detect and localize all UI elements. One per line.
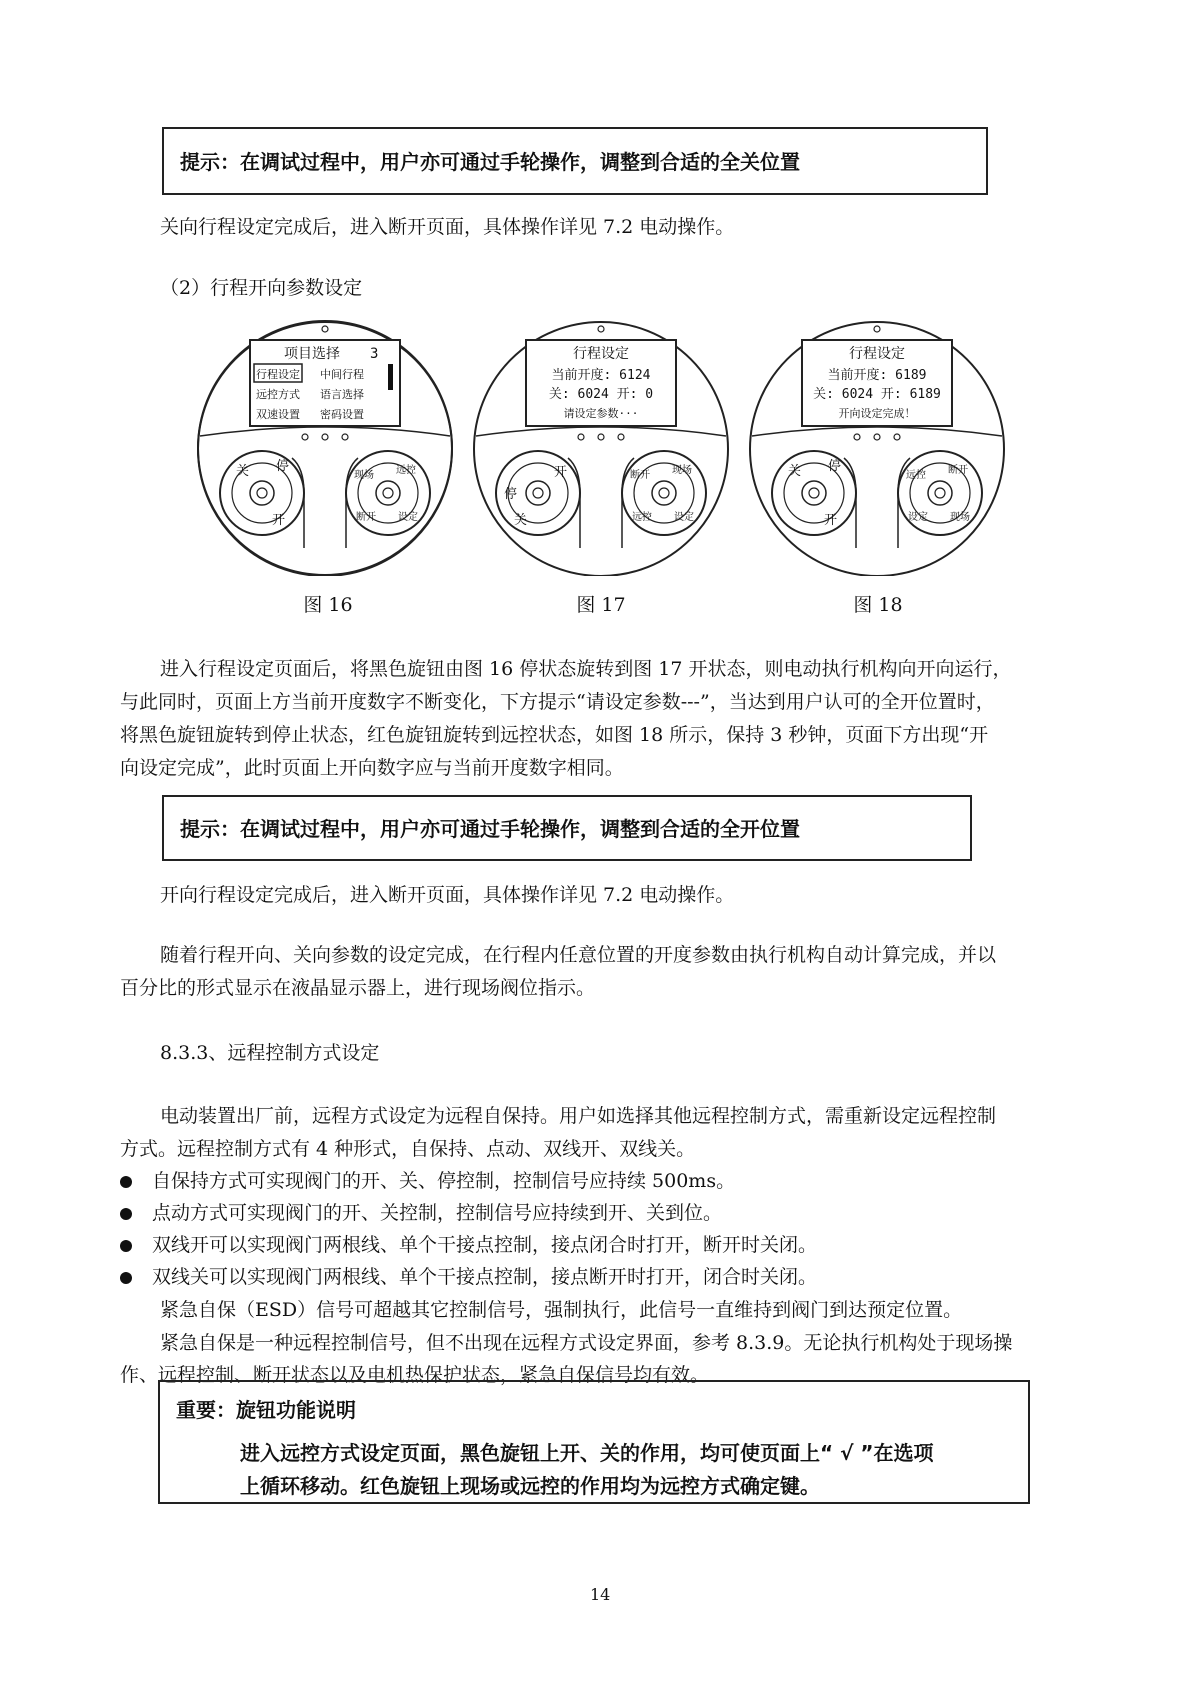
knob-label: 远控 <box>906 470 926 481</box>
lcd-title: 项目选择 <box>284 346 340 362</box>
figure-17 <box>470 318 732 576</box>
para-line: 作、远程控制、断开状态以及电机热保护状态，紧急自保信号均有效。 <box>120 1364 710 1386</box>
lcd-title: 行程设定 <box>573 346 629 362</box>
lcd-menu-item: 双速设置 <box>256 408 300 421</box>
bullet-icon <box>120 1208 132 1220</box>
para-line: 百分比的形式显示在液晶显示器上，进行现场阀位指示。 <box>120 977 596 999</box>
para-line: 向设定完成”，此时页面上开向数字应与当前开度数字相同。 <box>120 757 624 779</box>
lcd-prompt: 开向设定完成！ <box>838 407 916 420</box>
para-line: 紧急自保是一种远程控制信号，但不出现在远程方式设定界面，参考 8.3.9。无论执行机构处于现场操 <box>160 1332 1013 1354</box>
lcd-menu-item: 语言选择 <box>320 388 364 401</box>
bullet-list <box>120 1165 1100 1293</box>
list-item: 自保持方式可实现阀门的开、关、停控制，控制信号应持续 500ms。 <box>120 1165 1100 1197</box>
tip-box-2 <box>162 795 972 861</box>
figure-18 <box>746 318 1008 576</box>
figure-caption-18: 图 18 <box>853 594 903 616</box>
knob-label: 停 <box>276 459 290 474</box>
knob-label: 现场 <box>950 512 970 523</box>
tip-text-2: 提示：在调试过程中，用户亦可通过手轮操作，调整到合适的全开位置 <box>180 817 800 841</box>
red-knob <box>898 451 982 535</box>
para-line: 将黑色旋钮旋转到停止状态，红色旋钮旋转到远控状态，如图 18 所示，保持 3 秒钟，页面下方出现“开 <box>120 724 989 746</box>
black-knob <box>496 451 580 535</box>
lcd-scrollbar <box>388 364 393 390</box>
red-knob <box>346 451 430 535</box>
list-item: 点动方式可实现阀门的开、关控制，控制信号应持续到开、关到位。 <box>120 1197 1100 1229</box>
list-item: 双线关可以实现阀门两根线、单个干接点控制，接点断开时打开，闭合时关闭。 <box>120 1261 1100 1293</box>
knob-label: 设定 <box>908 512 928 523</box>
bullet-icon <box>120 1176 132 1188</box>
knob-label: 现场 <box>354 470 374 481</box>
para-line: 进入行程设定页面后，将黑色旋钮由图 16 停状态旋转到图 17 开状态，则电动执行机构向开向运行， <box>160 658 1012 680</box>
important-box <box>158 1380 1030 1504</box>
para-close-done: 关向行程设定完成后，进入断开页面，具体操作详见 7.2 电动操作。 <box>160 216 735 238</box>
lcd-prompt: 请设定参数··· <box>563 407 639 420</box>
black-knob <box>220 451 304 535</box>
lcd-index: 3 <box>370 346 379 362</box>
para-line: 随着行程开向、关向参数的设定完成，在行程内任意位置的开度参数由执行机构自动计算完成，并以 <box>160 944 997 966</box>
knob-label: 断开 <box>356 512 376 523</box>
figure-caption-16: 图 16 <box>303 594 353 616</box>
section-remote: 8.3.3、远程控制方式设定 <box>160 1042 380 1064</box>
knob-label: 关 <box>514 513 528 528</box>
tip-box-1 <box>162 127 988 195</box>
knob-label: 开 <box>554 465 568 480</box>
knob-label: 关 <box>788 464 802 479</box>
lcd-title: 行程设定 <box>849 346 905 362</box>
para-line: 方式。远程控制方式有 4 种形式，自保持、点动、双线开、双线关。 <box>120 1138 696 1160</box>
page-number: 14 <box>590 1585 611 1604</box>
lcd-close-open-values: 关: 6024 开: 6189 <box>813 387 941 402</box>
important-line: 上循环移动。红色旋钮上现场或远控的作用均为远控方式确定键。 <box>240 1474 820 1498</box>
bullet-icon <box>120 1240 132 1252</box>
knob-label: 关 <box>236 464 250 479</box>
lcd-menu-item: 行程设定 <box>256 368 300 381</box>
lcd-current-position: 当前开度: 6189 <box>827 368 927 383</box>
knob-label: 断开 <box>948 465 968 476</box>
figure-16 <box>194 318 456 576</box>
lcd-menu-item: 中间行程 <box>320 368 364 381</box>
bullet-icon <box>120 1272 132 1284</box>
para-open-procedure <box>120 653 1100 785</box>
important-title: 重要：旋钮功能说明 <box>176 1398 356 1422</box>
knob-label: 断开 <box>630 470 650 481</box>
knob-label: 停 <box>504 487 518 502</box>
tip-text-1: 提示：在调试过程中，用户亦可通过手轮操作，调整到合适的全关位置 <box>180 150 800 174</box>
knob-label: 停 <box>828 459 842 474</box>
red-knob <box>622 451 706 535</box>
knob-label: 远控 <box>396 465 416 476</box>
knob-label: 设定 <box>674 512 694 523</box>
para-auto-calc <box>120 939 1100 1005</box>
para-remote-intro <box>120 1100 1100 1166</box>
knob-label: 设定 <box>398 512 418 523</box>
important-line: 进入远控方式设定页面，黑色旋钮上开、关的作用，均可使页面上“ √ ”在选项 <box>240 1441 934 1465</box>
para-line: 与此同时，页面上方当前开度数字不断变化，下方提示“请设定参数---”，当达到用户认可的全开位置时， <box>120 691 995 713</box>
para-esd: 紧急自保（ESD）信号可超越其它控制信号，强制执行，此信号一直维持到阀门到达预定位置。 <box>160 1299 963 1321</box>
knob-label: 现场 <box>672 465 692 476</box>
black-knob <box>772 451 856 535</box>
lcd-menu-item: 远控方式 <box>256 388 300 401</box>
para-open-done: 开向行程设定完成后，进入断开页面，具体操作详见 7.2 电动操作。 <box>160 884 735 906</box>
knob-label: 开 <box>824 513 838 528</box>
para-line: 电动装置出厂前，远程方式设定为远程自保持。用户如选择其他远程控制方式，需重新设定远程控制 <box>160 1105 997 1127</box>
knob-label: 开 <box>272 513 286 528</box>
lcd-menu-item: 密码设置 <box>320 408 364 421</box>
knob-label: 远控 <box>632 512 652 523</box>
lcd-current-position: 当前开度: 6124 <box>551 368 651 383</box>
lcd-close-open-values: 关: 6024 开: 0 <box>548 387 654 402</box>
list-item: 双线开可以实现阀门两根线、单个干接点控制，接点闭合时打开，断开时关闭。 <box>120 1229 1100 1261</box>
section-open-param: （2）行程开向参数设定 <box>160 277 363 299</box>
figure-caption-17: 图 17 <box>576 594 626 616</box>
